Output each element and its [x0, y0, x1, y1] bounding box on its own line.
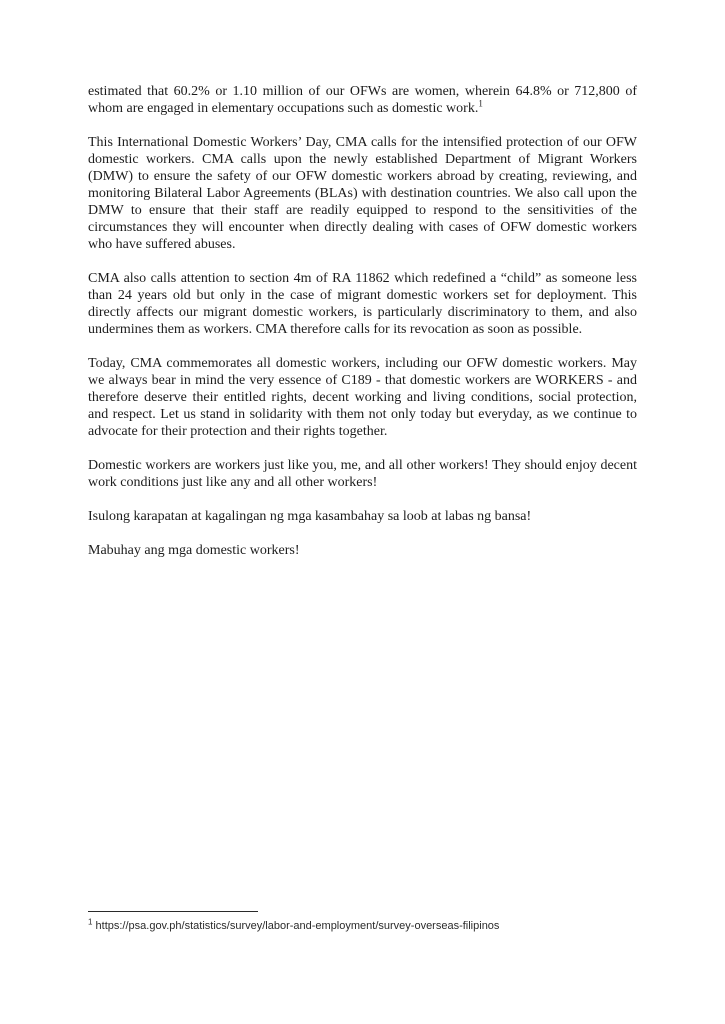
body-paragraph-4	[88, 355, 637, 440]
paragraph-text: This International Domestic Workers’ Day, CMA calls for the intensified protection of our OFW domestic workers. CMA calls upon the newly established Department of Migrant Workers (DMW) to ensure the safety of our OFW domestic workers abroad by creating, reviewing, and monitoring Bilateral Labor Agreements (BLAs) with destination countries. We also call upon the DMW to ensure that their staff are readily equipped to respond to the sensitivities of the circumstances they will encounter when directly dealing with cases of OFW domestic workers who have suffered abuses.	[88, 135, 637, 252]
paragraph-text: estimated that 60.2% or 1.10 million of our OFWs are women, wherein 64.8% or 712,800 of whom are engaged in elementary occupations such as domestic work.	[88, 84, 637, 116]
footnote-marker: 1	[88, 917, 93, 927]
body-paragraph-7	[88, 542, 637, 559]
paragraph-text: Today, CMA commemorates all domestic workers, including our OFW domestic workers. May we always bear in mind the very essence of C189 - that domestic workers are WORKERS - and therefore deserve their entitled rights, decent working and living conditions, social protection, and respect. Let us stand in solidarity with them not only today but everyday, as we continue to advocate for their protection and their rights together.	[88, 356, 637, 439]
document-body	[88, 83, 637, 576]
footnote-text: https://psa.gov.ph/statistics/survey/labor-and-employment/survey-overseas-filipinos	[95, 920, 500, 932]
paragraph-text: CMA also calls attention to section 4m of RA 11862 which redefined a “child” as someone less than 24 years old but only in the case of migrant domestic workers set for deployment. This directly affects our migrant domestic workers, is particularly discriminatory to them, and also undermines them as workers. CMA therefore calls for its revocation as soon as possible.	[88, 271, 637, 337]
body-paragraph-6	[88, 508, 637, 525]
footnote-area	[88, 905, 637, 933]
body-paragraph-2	[88, 134, 637, 253]
paragraph-text: Domestic workers are workers just like you, me, and all other workers! They should enjoy decent work conditions just like any and all other workers!	[88, 458, 637, 490]
footnote-reference: 1	[478, 98, 483, 109]
footnote-separator	[88, 911, 258, 912]
body-paragraph-5	[88, 457, 637, 491]
body-paragraph-3	[88, 270, 637, 338]
body-paragraph-1	[88, 83, 637, 117]
footnote	[88, 919, 637, 933]
paragraph-text: Mabuhay ang mga domestic workers!	[88, 543, 300, 558]
paragraph-text: Isulong karapatan at kagalingan ng mga kasambahay sa loob at labas ng bansa!	[88, 509, 532, 524]
